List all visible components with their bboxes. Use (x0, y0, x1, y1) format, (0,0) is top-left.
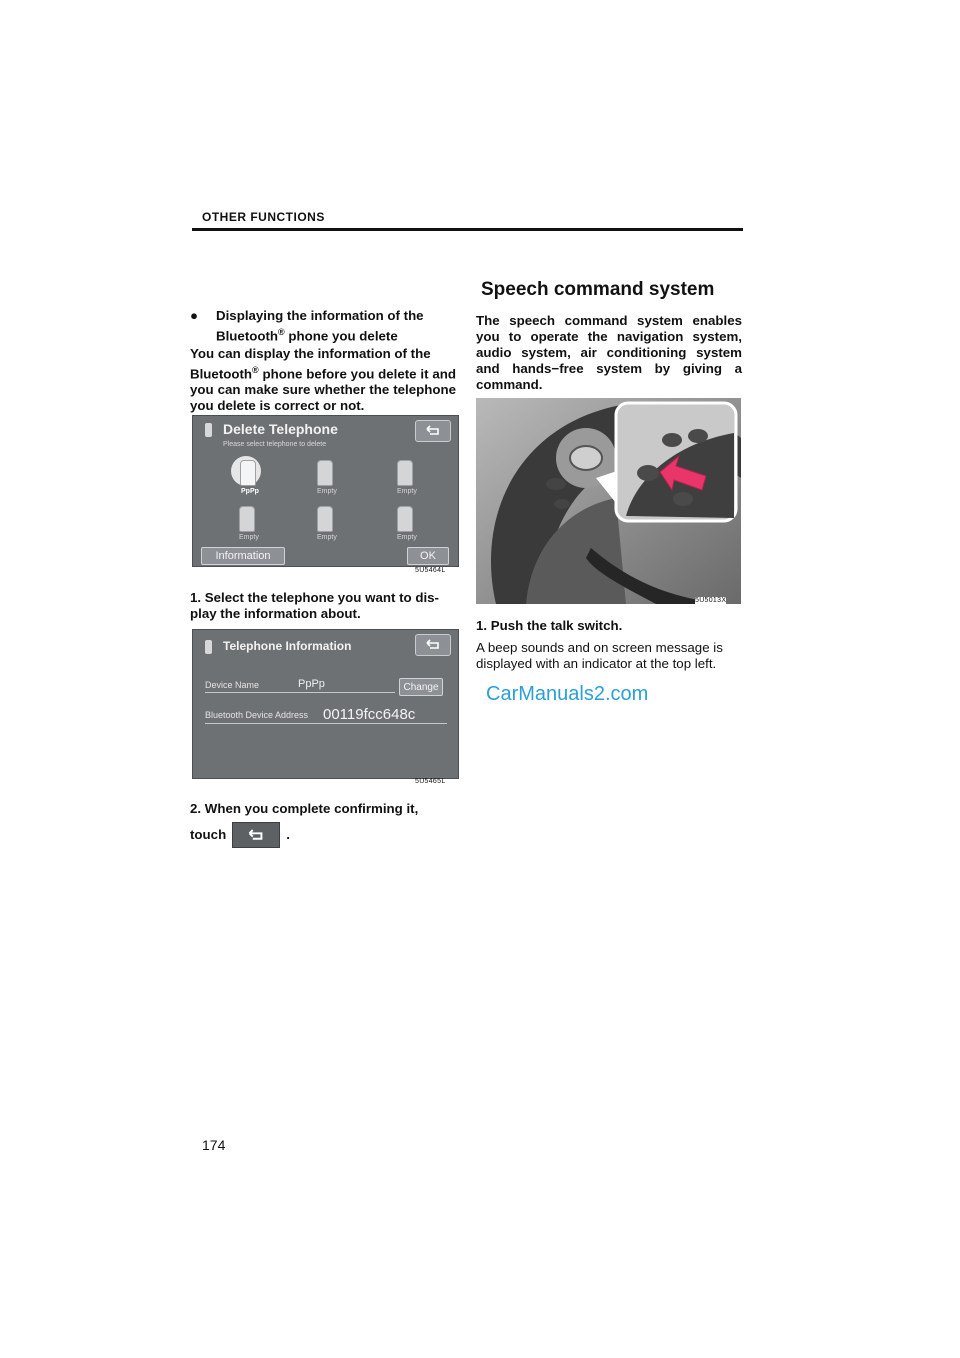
back-button[interactable] (415, 634, 451, 656)
registered-mark-2: ® (252, 365, 259, 375)
device-name-value: PpPp (298, 678, 325, 690)
phone-label-4: Empty (239, 534, 259, 541)
phone-slot-2[interactable] (307, 456, 347, 502)
ok-button[interactable]: OK (407, 547, 449, 565)
phone-icon (397, 506, 413, 532)
back-arrow-icon (424, 425, 442, 437)
phone-slot-3[interactable] (387, 456, 427, 502)
header-rule (192, 228, 743, 231)
bullet-heading-line2: phone you delete (288, 328, 398, 344)
intro-line1: You can display the information of the (190, 346, 431, 361)
steering-wheel-photo (476, 398, 741, 604)
step2-period: . (286, 827, 290, 842)
back-button[interactable] (415, 420, 451, 442)
phone-slot-5[interactable] (307, 502, 347, 548)
phone-slot-1[interactable] (229, 456, 269, 502)
back-button-icon (232, 822, 280, 848)
phone-slot-4[interactable] (229, 502, 269, 548)
step2-line2 (190, 822, 456, 848)
bluetooth-address-label: Bluetooth Device Address (205, 710, 309, 720)
section-header: OTHER FUNCTIONS (202, 210, 325, 224)
phone-slot-6[interactable] (387, 502, 427, 548)
telephone-information-screen (192, 629, 459, 779)
phone-icon (397, 460, 413, 486)
delete-telephone-screen (192, 415, 459, 567)
steering-wheel-illustration (476, 398, 741, 604)
intro-line2: phone before you delete it and you can make sure whether the telephone you delete is correct or not. (190, 366, 456, 414)
phone-small-icon (205, 423, 212, 437)
bullet-icon: ● (190, 308, 199, 323)
phone-icon (317, 460, 333, 486)
brand-name-2: Bluetooth (190, 366, 253, 382)
phone-label-5: Empty (317, 534, 337, 541)
watermark-text: CarManuals2.com (486, 683, 649, 705)
phone-small-icon (205, 640, 212, 654)
phone-label-3: Empty (397, 488, 417, 495)
device-name-label: Device Name (205, 680, 260, 690)
talk-switch-step: 1. Push the talk switch. (476, 618, 623, 633)
field-divider (205, 692, 395, 693)
information-button[interactable]: Information (201, 547, 285, 565)
back-arrow-icon (424, 639, 442, 651)
bullet-heading (190, 308, 456, 344)
back-arrow-icon (246, 829, 266, 842)
phone-label-2: Empty (317, 488, 337, 495)
bullet-heading-line1: Displaying the information of the (216, 308, 424, 323)
field-divider (205, 723, 447, 724)
figure-code-2: 5U5465L (415, 778, 446, 785)
step2-touch: touch (190, 827, 227, 842)
change-button[interactable]: Change (399, 678, 443, 696)
phone-icon (240, 460, 256, 486)
speech-intro: The speech command system enables you to operate the navigation system, audio system, air conditioning system and hands−free system by giving a command. (476, 313, 742, 392)
talk-switch-body: A beep sounds and on screen message is displayed with an indicator at the top left. (476, 640, 723, 671)
screen1-title: Delete Telephone (223, 421, 338, 437)
figure-code-1: 5U5464L (415, 567, 446, 574)
step1-text: 1. Select the telephone you want to dis-play the information about. (190, 590, 439, 621)
intro-paragraph (190, 346, 456, 414)
phone-label-1: PpPp (241, 488, 259, 495)
screen1-subtitle: Please select telephone to delete (223, 441, 327, 448)
speech-command-title: Speech command system (481, 279, 715, 300)
brand-name: Bluetooth (216, 328, 279, 344)
phone-label-6: Empty (397, 534, 417, 541)
figure-code-3: 5U5013X (695, 597, 727, 604)
phone-icon (317, 506, 333, 532)
screen2-title: Telephone Information (223, 639, 352, 653)
step2-line1: 2. When you complete confirming it, (190, 801, 419, 816)
page-number: 174 (202, 1137, 226, 1153)
phone-icon (239, 506, 255, 532)
registered-mark: ® (278, 327, 285, 337)
bluetooth-address-value: 00119fcc648c (323, 706, 416, 723)
